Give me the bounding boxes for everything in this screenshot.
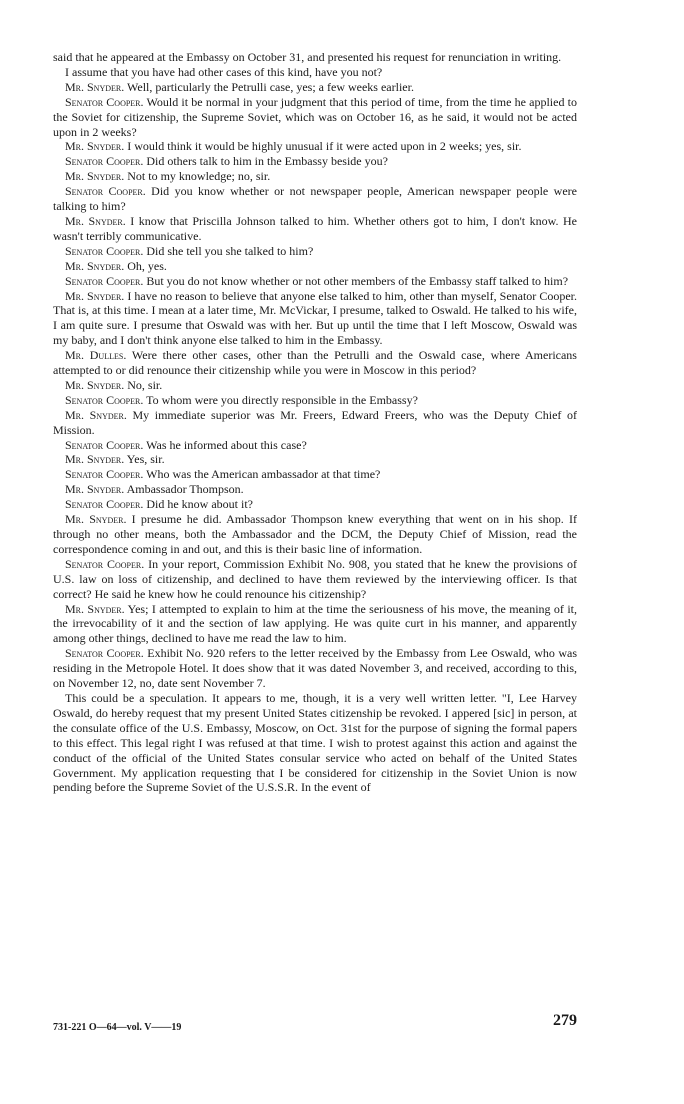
paragraph-text: I would think it would be highly unusual if it were acted upon in 2 weeks; yes, sir. [127,139,522,154]
paragraph-text: Were there other cases, other than the Petrulli and the Oswald case, where Americans attempted to or did renounce their citizenship while you were in Moscow in this period? [53,348,577,378]
paragraph-text: said that he appeared at the Embassy on October 31, and presented his request for renunciation in writing. [53,50,562,64]
speaker-name: Senator Cooper. [65,646,144,661]
paragraph-text: No, sir. [127,377,163,392]
speaker-name: Mr. Dulles. [65,348,127,363]
speaker-name: Mr. Snyder. [65,139,125,154]
transcript-paragraph [53,438,577,453]
speaker-name: Mr. Snyder. [65,79,125,94]
paragraph-text: Exhibit No. 920 refers to the letter received by the Embassy from Lee Oswald, who was residing in the Metropole Hotel. It does show that it was dated November 3, and received, according to this, on November 12, no, date sent November 7. [53,646,577,691]
paragraph-text: I presume he did. Ambassador Thompson knew everything that went on in his shop. If through no other means, both the Ambassador and the DCM, the Deputy Chief of Mission, read the correspondence coming in and out, and this is their basic line of information. [53,512,578,556]
transcript-paragraph [53,452,577,467]
speaker-name: Senator Cooper. [65,273,144,288]
paragraph-text: Yes; I attempted to explain to him at the time the seriousness of his move, the meaning of it, the irrevocability of it and the section of law applying. He was quite curt in his manner, and apparently among other things, declined to have me read the law to him. [53,601,578,646]
speaker-name: Mr. Snyder. [65,377,125,392]
transcript-paragraph [53,259,577,274]
speaker-name: Mr. Snyder. [65,288,125,303]
transcript-paragraph [53,646,577,691]
paragraph-text: But you do not know whether or not other members of the Embassy staff talked to him? [146,273,569,288]
transcript-paragraph [53,497,577,512]
print-code: 731-221 O—64—vol. V——19 [53,1022,182,1033]
speaker-name: Senator Cooper. [65,154,144,169]
speaker-name: Senator Cooper. [65,437,144,452]
transcript-body [53,50,577,795]
speaker-name: Senator Cooper. [65,392,144,407]
transcript-paragraph [53,348,577,378]
transcript-paragraph [53,512,577,557]
transcript-paragraph [53,184,577,214]
transcript-paragraph [53,244,577,259]
paragraph-text: This could be a speculation. It appears to me, though, it is a very well written letter. "I, Lee Harvey Oswald, do hereby request that my present United States citizenship be revoked. I appered [sic] in person, at the consulate office of the U.S. Embassy, Moscow, on Oct. 31st for the purpose of signing the formal papers to this effect. This legal right I was refused at that time. I wish to protest against this action and against the conduct of the official of the United States consular service who acted on behalf of the United States Government. My application requesting that I be considered for citizenship in the Soviet Union is now pending before the Supreme Soviet of the U.S.S.R. In the event of [53,690,577,795]
paragraph-text: I know that Priscilla Johnson talked to him. Whether others got to him, I don't know. He wasn't terribly communicative. [53,213,577,243]
transcript-paragraph [53,602,577,647]
speaker-name: Senator Cooper. [65,243,144,258]
transcript-paragraph [53,50,577,65]
paragraph-text: Did she tell you she talked to him? [146,243,314,258]
transcript-paragraph [53,65,577,80]
paragraph-text: Did others talk to him in the Embassy beside you? [146,154,388,169]
paragraph-text: I have no reason to believe that anyone else talked to him, other than myself, Senator Cooper. That is, at this time. I mean at a later time, Mr. McVickar, I presume, talked to Oswald. He talked to his wife, I am quite sure. I presume that Oswald was with her. But up until the time that I left Moscow, Oswald was my baby, and I don't think anyone else talked to him in the Embassy. [53,288,578,348]
paragraph-text: Who was the American ambassador at that time? [146,467,381,482]
transcript-paragraph [53,154,577,169]
speaker-name: Mr. Snyder. [65,213,126,228]
paragraph-text: Did he know about it? [146,497,253,512]
transcript-paragraph [53,139,577,154]
paragraph-text: Oh, yes. [127,258,167,273]
transcript-paragraph [53,482,577,497]
paragraph-text: In your report, Commission Exhibit No. 908, you stated that he knew the provisions of U.S. law on loss of citizenship, and declined to have them reviewed by the interviewing officer. Is that correct? He said he knew how he could renounce his citizenship? [53,556,577,601]
transcript-paragraph [53,378,577,393]
transcript-paragraph [53,393,577,408]
paragraph-text: Ambassador Thompson. [126,482,244,497]
paragraph-text: Would it be normal in your judgment that this period of time, from the time he applied to the Soviet for citizenship, the Supreme Soviet, which was on October 16, as he said, it would not be acted upon in 2 weeks? [53,94,577,139]
speaker-name: Mr. Snyder. [65,258,125,273]
paragraph-text: Well, particularly the Petrulli case, yes; a few weeks earlier. [127,79,414,94]
paragraph-text: Did you know whether or not newspaper people, American newspaper people were talking to him? [53,184,577,214]
speaker-name: Senator Cooper. [65,497,144,512]
transcript-paragraph [53,408,577,438]
speaker-name: Mr. Snyder. [65,169,125,184]
paragraph-text: I assume that you have had other cases of this kind, have you not? [65,64,383,79]
page-number: 279 [553,1012,577,1029]
speaker-name: Mr. Snyder. [65,601,125,616]
paragraph-text: Was he informed about this case? [146,437,307,452]
transcript-paragraph [53,289,577,349]
speaker-name: Mr. Snyder. [65,407,127,422]
speaker-name: Mr. Snyder. [65,452,125,467]
paragraph-text: To whom were you directly responsible in the Embassy? [146,392,418,407]
transcript-paragraph [53,214,577,244]
transcript-paragraph [53,691,577,795]
paragraph-text: My immediate superior was Mr. Freers, Edward Freers, who was the Deputy Chief of Mission. [53,407,578,437]
paragraph-text: Not to my knowledge; no, sir. [127,169,271,184]
speaker-name: Senator Cooper. [65,94,144,109]
transcript-paragraph [53,169,577,184]
transcript-paragraph [53,274,577,289]
transcript-paragraph [53,95,577,140]
page-footer [53,1012,577,1036]
transcript-paragraph [53,467,577,482]
speaker-name: Mr. Snyder. [65,482,125,497]
speaker-name: Senator Cooper. [65,184,146,199]
transcript-paragraph [53,557,577,602]
speaker-name: Senator Cooper. [65,556,145,571]
speaker-name: Senator Cooper. [65,467,144,482]
speaker-name: Mr. Snyder. [65,512,127,527]
paragraph-text: Yes, sir. [126,452,165,467]
transcript-paragraph [53,80,577,95]
